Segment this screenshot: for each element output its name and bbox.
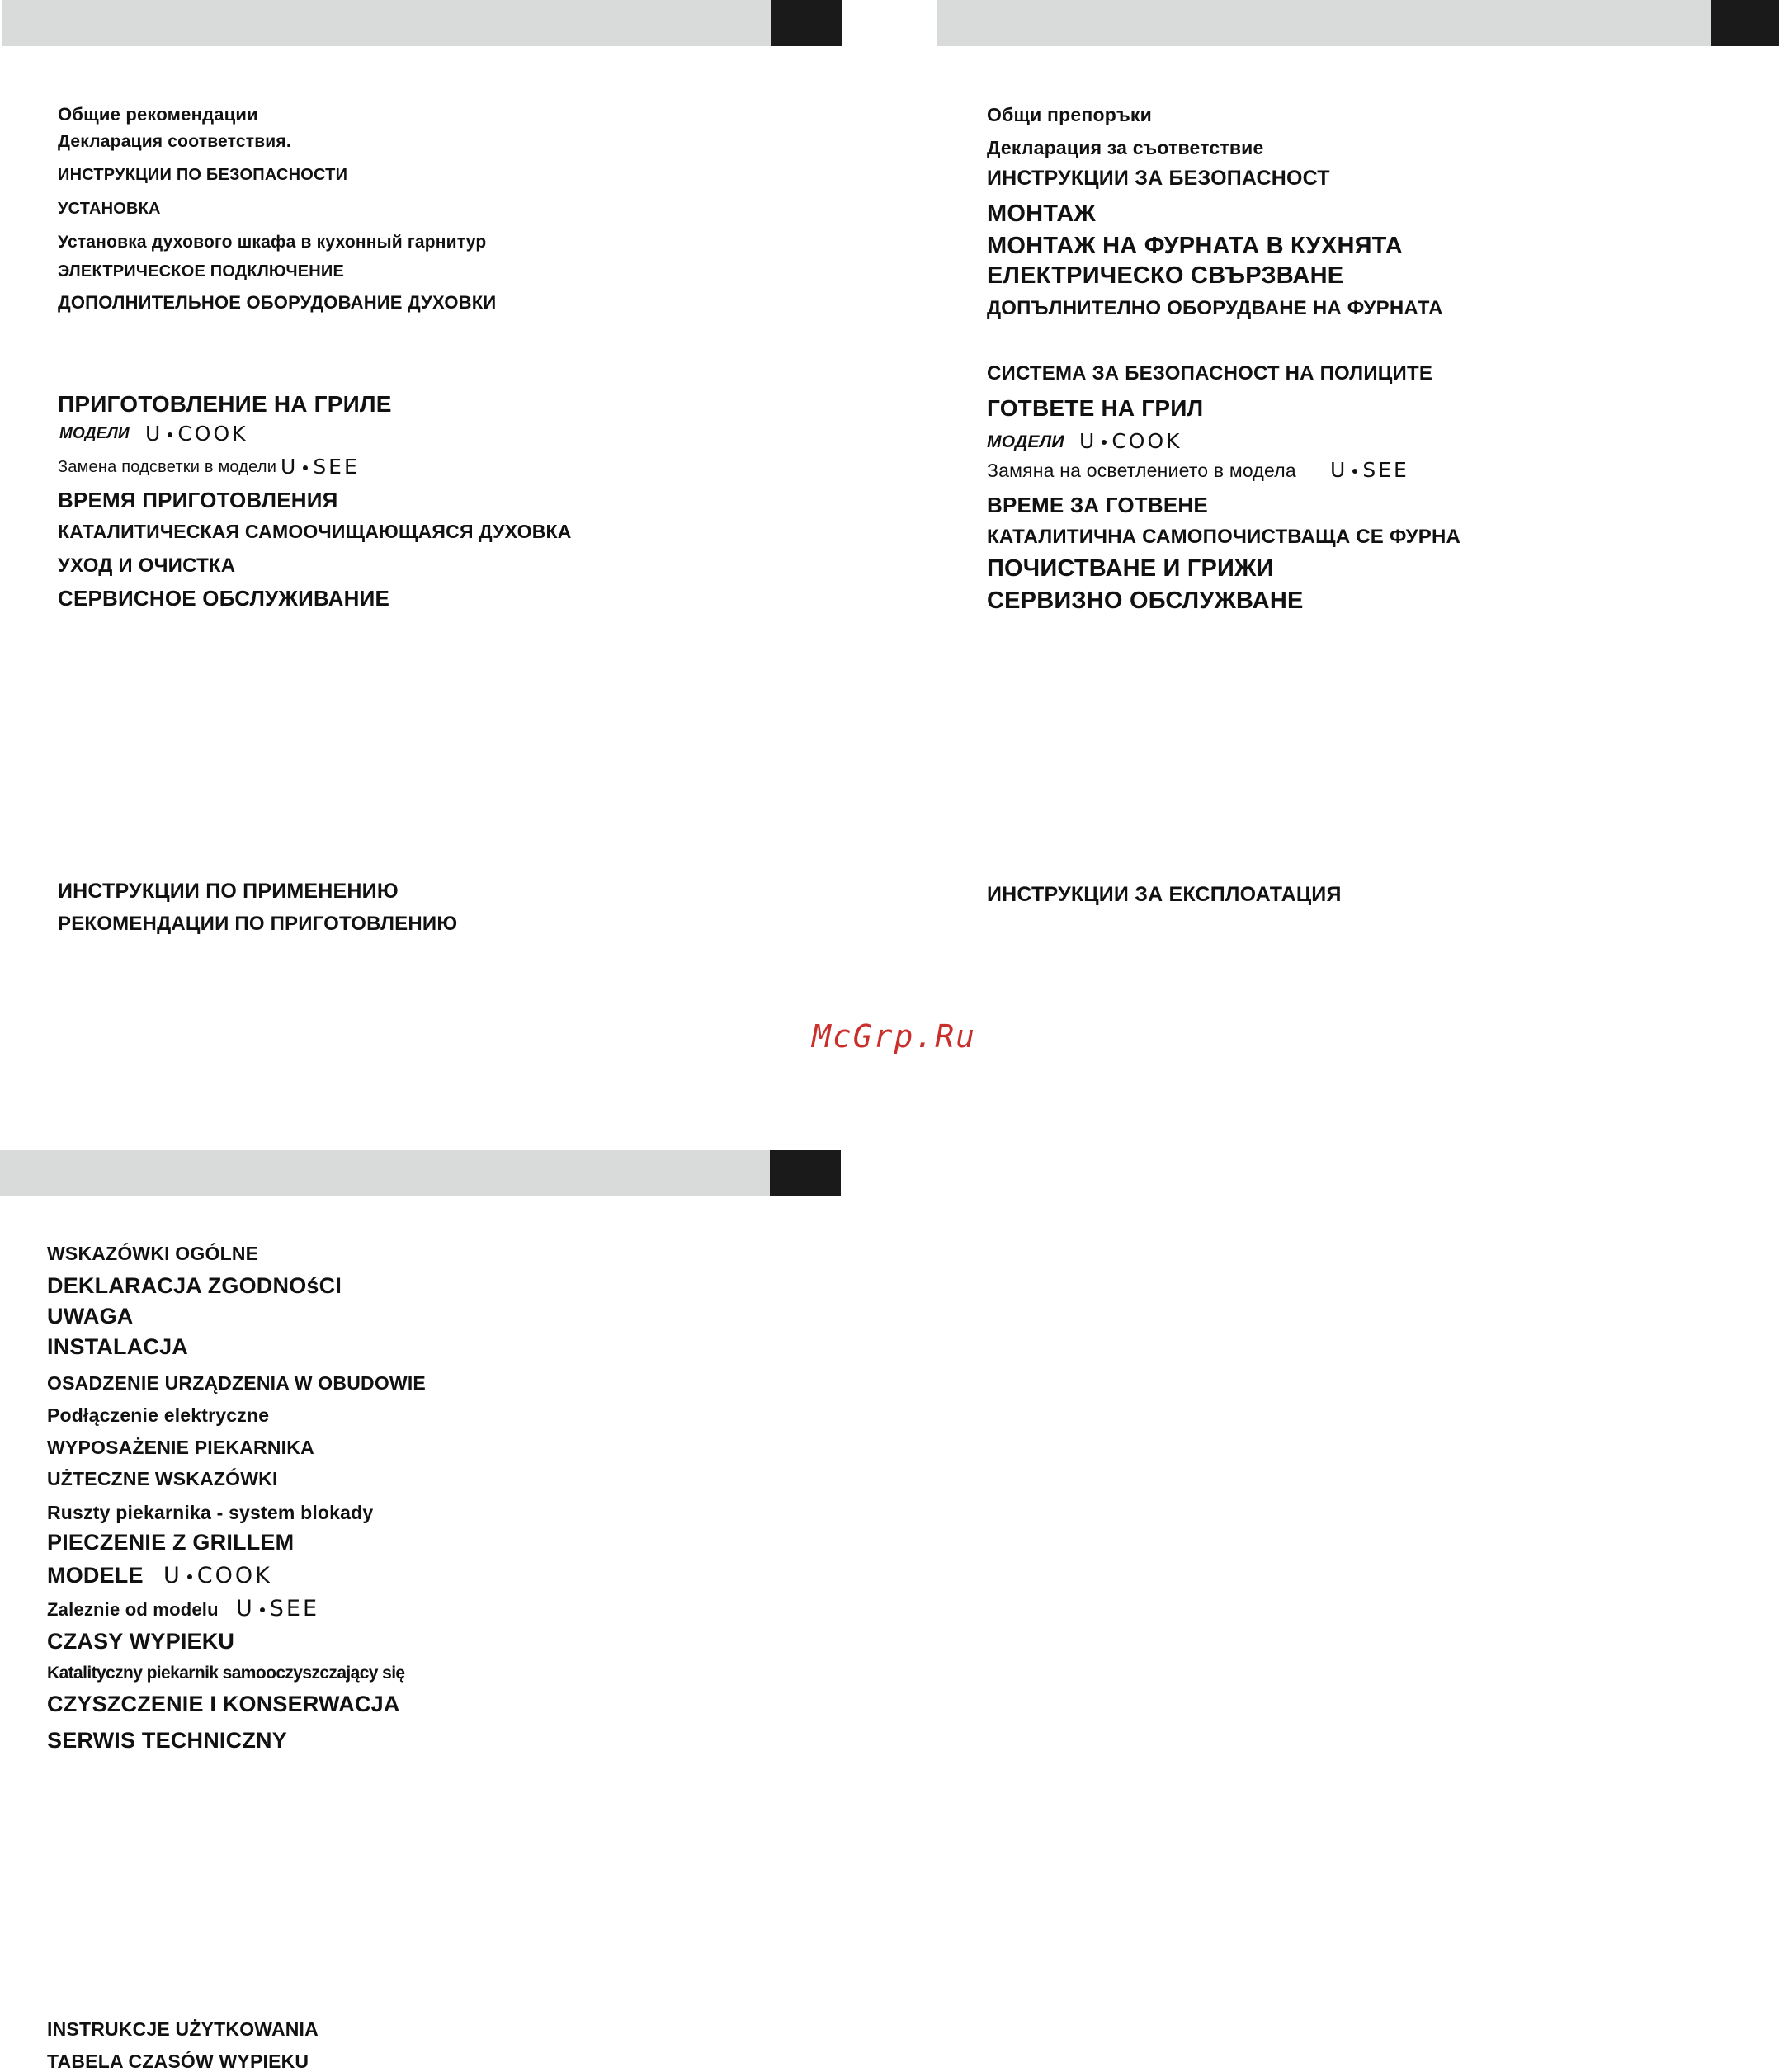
pl-cleaning: CZYSZCZENIE I KONSERWACJA (47, 1692, 400, 1716)
pl-usee-word: SEE (269, 1596, 320, 1621)
bg-equipment: ДОПЪЛНИТЕЛНО ОБОРУДВАНЕ НА ФУРНАТА (987, 297, 1443, 319)
bg-lamp: Замяна на осветлението в модела (987, 460, 1296, 481)
ru-declaration: Декларация соответствия. (58, 132, 291, 151)
pl-ucook-word: COOK (196, 1563, 272, 1588)
ru-general: Общие рекомендации (58, 104, 258, 125)
bg-ucook-dot (1102, 440, 1107, 445)
bg-mounting: МОНТАЖ (987, 201, 1096, 227)
ru-service: СЕРВИСНОЕ ОБСЛУЖИВАНИЕ (58, 586, 390, 611)
pl-table: TABELA CZASÓW WYPIEKU (47, 2051, 309, 2072)
ru-times: ВРЕМЯ ПРИГОТОВЛЕНИЯ (58, 488, 338, 512)
ru-lamp: Замена подсветки в модели (58, 458, 277, 476)
bg-times: ВРЕМЕ ЗА ГОТВЕНЕ (987, 493, 1208, 517)
bg-usee-logo (1330, 460, 1409, 480)
bg-shelf-safety: СИСТЕМА ЗА БЕЗОПАСНОСТ НА ПОЛИЦИТЕ (987, 362, 1433, 385)
pl-warning: UWAGA (47, 1304, 134, 1329)
header-block-bulgarian (1711, 0, 1779, 46)
bg-usage: ИНСТРУКЦИИ ЗА ЕКСПЛОАТАЦИЯ (987, 883, 1342, 906)
bg-ucook-u: U (1079, 429, 1097, 453)
ru-fitting: Установка духового шкафа в кухонный гарнитур (58, 233, 487, 252)
pl-general: WSKAZÓWKI OGÓLNE (47, 1243, 259, 1264)
pl-declaration: DEKLARACJA ZGODNOśCI (47, 1273, 342, 1298)
pl-fitting: OSADZENIE URZĄDZENIA W OBUDOWIE (47, 1372, 426, 1394)
ru-care: УХОД И ОЧИСТКА (58, 555, 236, 577)
pl-usee-dot (260, 1607, 265, 1612)
bg-grill: ГОТВЕТЕ НА ГРИЛ (987, 395, 1204, 421)
ru-ucook-word: COOK (177, 422, 248, 446)
pl-ucook-dot (187, 1574, 192, 1579)
pl-depending: Zaleznie od modelu (47, 1599, 219, 1620)
ru-usee-word: SEE (313, 455, 360, 479)
ru-electrical: ЭЛЕКТРИЧЕСКОЕ ПОДКЛЮЧЕНИЕ (58, 262, 345, 281)
ru-installation: УСТАНОВКА (58, 200, 161, 218)
pl-catalytic: Katalityczny piekarnik samooczyszczający się (47, 1664, 405, 1683)
bg-general: Общи препоръки (987, 104, 1152, 125)
ru-usage: ИНСТРУКЦИИ ПО ПРИМЕНЕНИЮ (58, 880, 399, 903)
ru-usee-u: U (281, 455, 299, 479)
bg-service: СЕРВИЗНО ОБСЛУЖВАНЕ (987, 588, 1304, 614)
pl-models: MODELE (47, 1563, 144, 1588)
ru-safety: ИНСТРУКЦИИ ПО БЕЗОПАСНОСТИ (58, 166, 348, 184)
pl-ucook-logo (163, 1565, 272, 1587)
ru-ucook-dot (168, 432, 172, 437)
bg-ucook-word: COOK (1111, 429, 1182, 453)
bg-electrical: ЕЛЕКТРИЧЕСКО СВЪРЗВАНЕ (987, 262, 1344, 289)
bg-usee-u: U (1330, 458, 1348, 482)
header-bar-bulgarian (937, 0, 1779, 46)
ru-catalytic: КАТАЛИТИЧЕСКАЯ САМООЧИЩАЮЩАЯСЯ ДУХОВКА (58, 521, 572, 542)
pl-times: CZASY WYPIEKU (47, 1629, 235, 1654)
bg-ucook-logo (1079, 431, 1182, 451)
bg-declaration: Декларация за съответствие (987, 137, 1264, 158)
pl-usee-logo (236, 1598, 319, 1620)
pl-electrical: Podłączenie elektryczne (47, 1404, 270, 1426)
bg-usee-dot (1352, 469, 1357, 474)
ru-equipment: ДОПОЛНИТЕЛЬНОЕ ОБОРУДОВАНИЕ ДУХОВКИ (58, 292, 497, 313)
watermark-mcgrp: McGrp.Ru (812, 1018, 977, 1055)
pl-usage: INSTRUKCJE UŻYTKOWANIA (47, 2018, 319, 2040)
bg-mounting-kitchen: МОНТАЖ НА ФУРНАТА В КУХНЯТА (987, 233, 1403, 259)
bg-models: МОДЕЛИ (987, 432, 1064, 451)
ru-models: МОДЕЛИ (59, 425, 130, 442)
bg-safety: ИНСТРУКЦИИ ЗА БЕЗОПАСНОСТ (987, 167, 1330, 190)
ru-grill: ПРИГОТОВЛЕНИЕ НА ГРИЛЕ (58, 391, 392, 417)
header-bar-polish (0, 1150, 841, 1196)
pl-ucook-u: U (163, 1563, 182, 1588)
ru-usee-logo (281, 456, 360, 477)
bg-catalytic: КАТАЛИТИЧНА САМОПОЧИСТВАЩА СЕ ФУРНА (987, 526, 1461, 548)
header-block-russian (771, 0, 842, 46)
pl-tips: UŻTECZNE WSKAZÓWKI (47, 1468, 278, 1489)
header-bar-russian (2, 0, 842, 46)
bg-usee-word: SEE (1362, 458, 1409, 482)
pl-grill: PIECZENIE Z GRILLEM (47, 1530, 295, 1555)
header-block-polish (770, 1150, 841, 1196)
pl-service: SERWIS TECHNICZNY (47, 1728, 287, 1753)
pl-usee-u: U (236, 1596, 255, 1621)
ru-usee-dot (303, 465, 308, 470)
bg-cleaning: ПОЧИСТВАНЕ И ГРИЖИ (987, 555, 1274, 582)
ru-ucook-u: U (145, 422, 163, 446)
ru-ucook-logo (145, 423, 248, 444)
pl-installation: INSTALACJA (47, 1334, 189, 1359)
pl-equipment: WYPOSAŻENIE PIEKARNIKA (47, 1437, 314, 1458)
pl-racks: Ruszty piekarnika - system blokady (47, 1502, 374, 1523)
ru-recommendations: РЕКОМЕНДАЦИИ ПО ПРИГОТОВЛЕНИЮ (58, 913, 458, 935)
